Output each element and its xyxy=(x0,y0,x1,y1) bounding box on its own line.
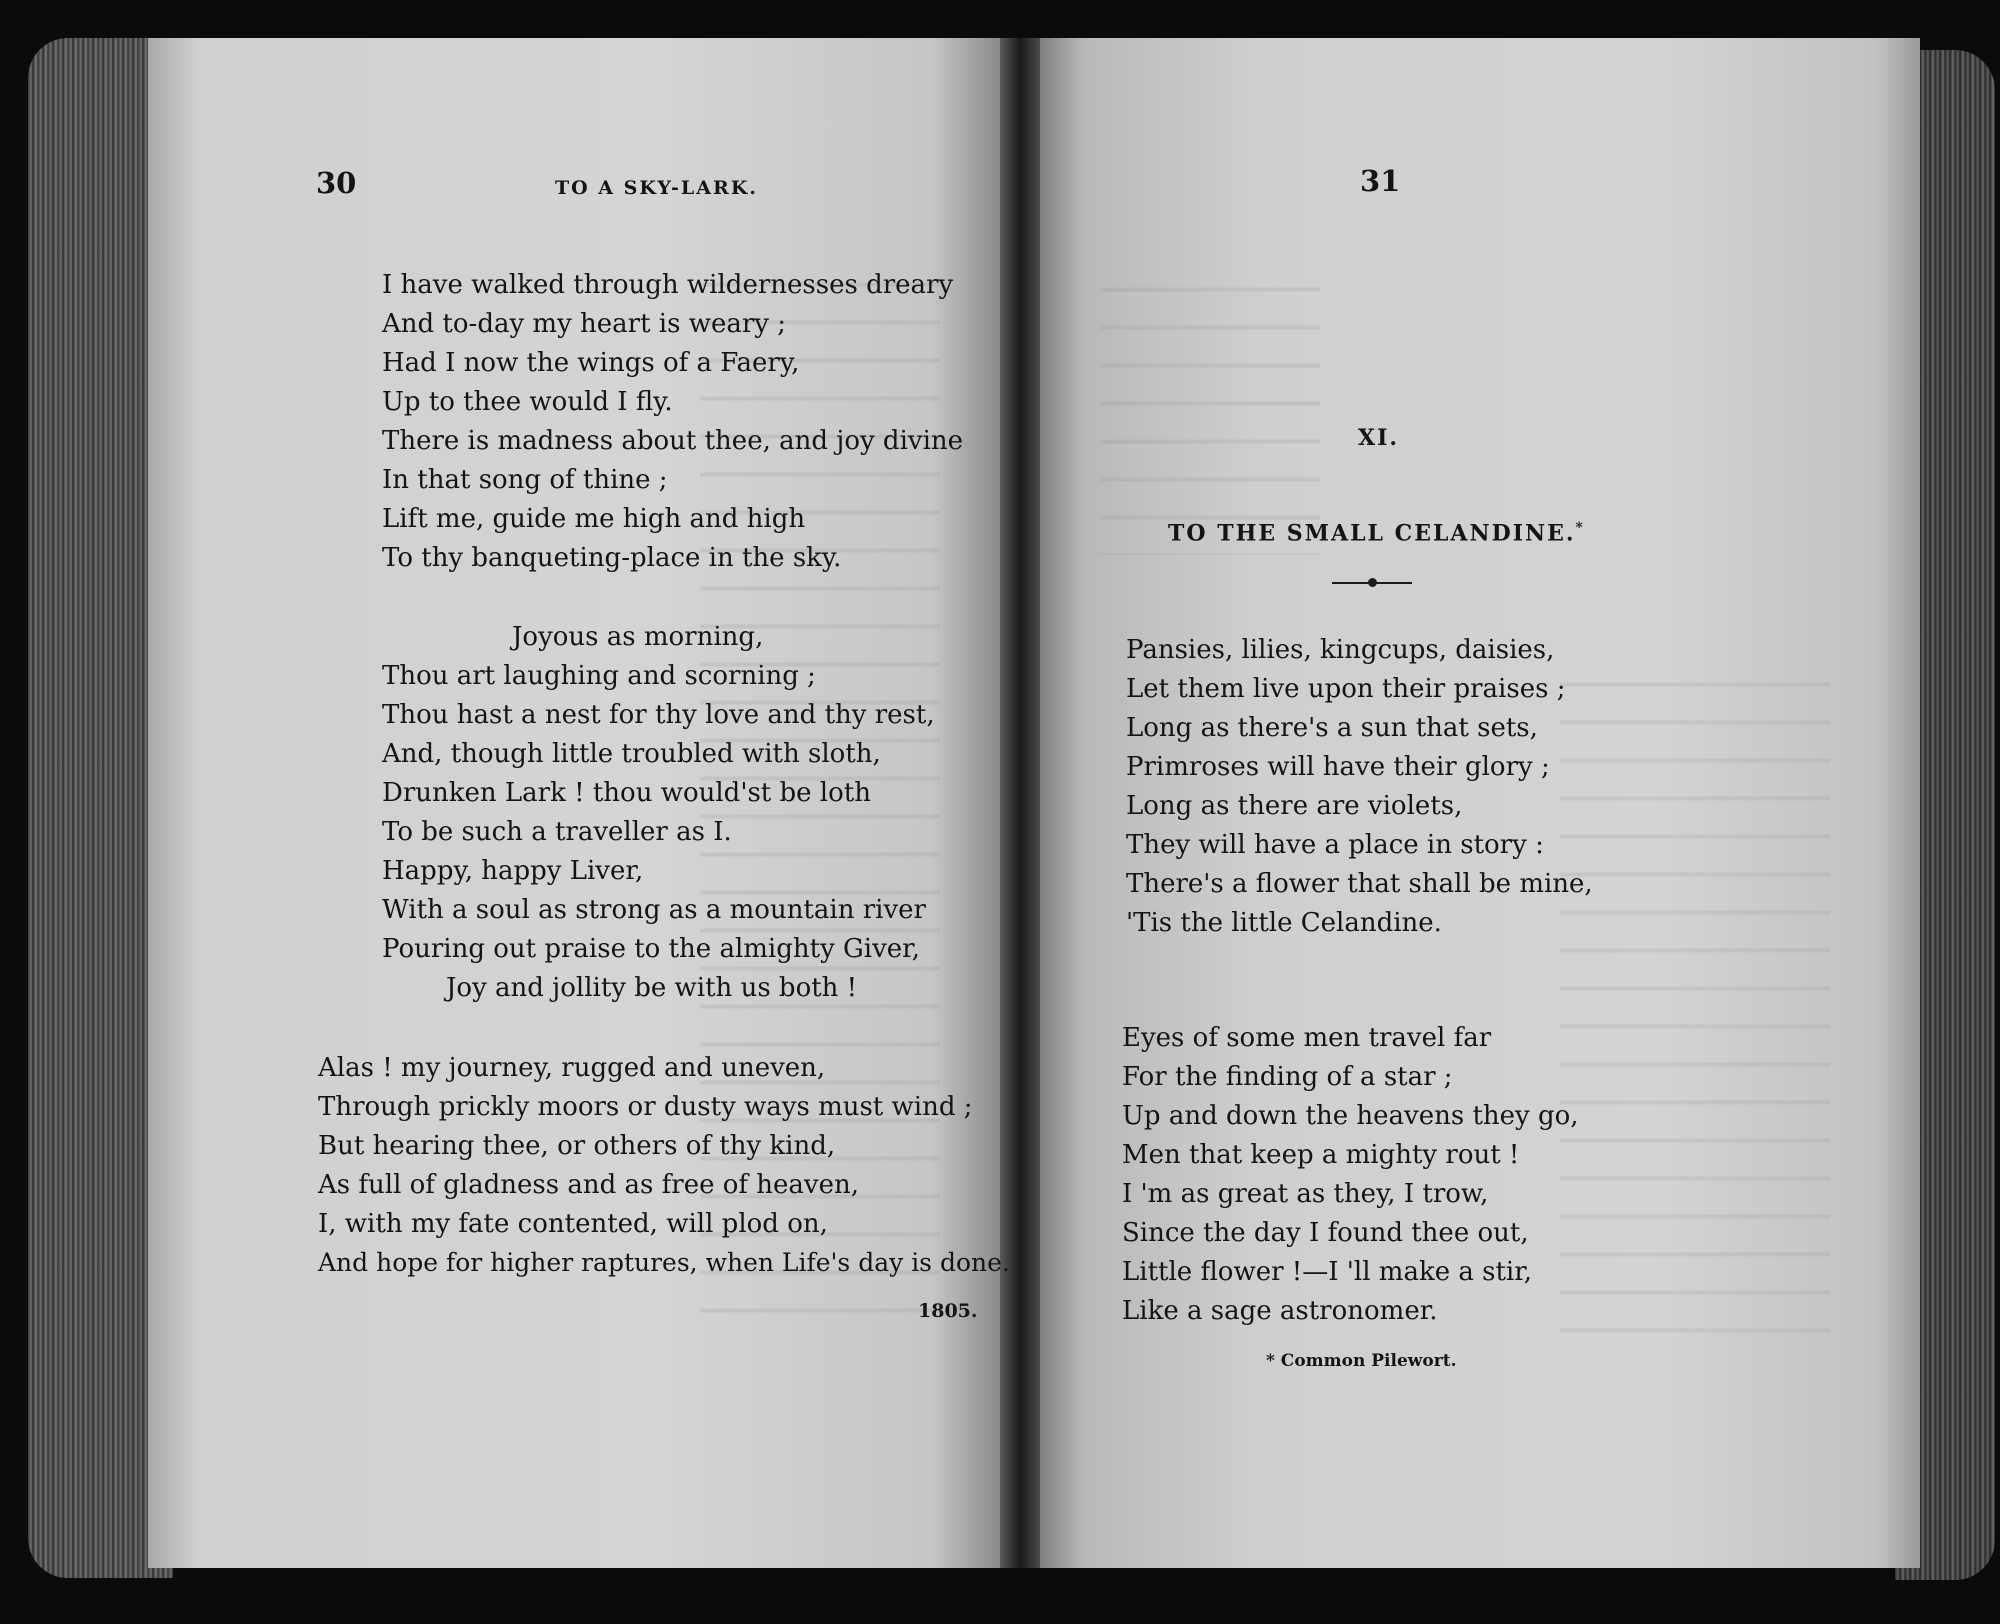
footnote: * Common Pilewort. xyxy=(1266,1351,1457,1371)
verse-line: Let them live upon their praises ; xyxy=(1126,674,1566,704)
verse-line: I 'm as great as they, I trow, xyxy=(1122,1179,1489,1209)
verse-line: And to-day my heart is weary ; xyxy=(382,309,787,339)
verse-line: I, with my fate contented, will plod on, xyxy=(318,1209,828,1239)
bleed-through-right xyxy=(1100,265,1320,555)
verse-line: Pansies, lilies, kingcups, daisies, xyxy=(1126,635,1555,665)
verse-line: There's a flower that shall be mine, xyxy=(1126,869,1593,899)
verse-line: Eyes of some men travel far xyxy=(1122,1023,1492,1053)
verse-line: Little flower !—I 'll make a stir, xyxy=(1122,1257,1533,1287)
verse-line: Primroses will have their glory ; xyxy=(1126,752,1550,782)
verse-line: Long as there are violets, xyxy=(1126,791,1463,821)
verse-line: They will have a place in story : xyxy=(1126,830,1544,860)
poem-date: 1805. xyxy=(918,1300,978,1322)
book-gutter xyxy=(1000,38,1040,1568)
verse-line: Thou hast a nest for thy love and thy rest, xyxy=(382,700,935,730)
verse-line: For the finding of a star ; xyxy=(1122,1062,1453,1092)
title-rule-ornament xyxy=(1368,578,1377,587)
page-number-left: 30 xyxy=(316,166,357,200)
verse-line: Drunken Lark ! thou would'st be loth xyxy=(382,778,871,808)
verse-line: Happy, happy Liver, xyxy=(382,856,644,886)
verse-line: In that song of thine ; xyxy=(382,465,668,495)
bleed-through-right-lower xyxy=(1560,660,1830,1360)
verse-line: Like a sage astronomer. xyxy=(1122,1296,1438,1326)
verse-line: As full of gladness and as free of heaven, xyxy=(318,1170,859,1200)
poem-title-text: TO THE SMALL CELANDINE. xyxy=(1168,520,1576,547)
verse-line: There is madness about thee, and joy divine xyxy=(382,426,964,456)
verse-line: Had I now the wings of a Faery, xyxy=(382,348,800,378)
verse-line: Up and down the heavens they go, xyxy=(1122,1101,1579,1131)
verse-line: And, though little troubled with sloth, xyxy=(382,739,881,769)
section-number: XI. xyxy=(1358,425,1400,451)
verse-line: And hope for higher raptures, when Life's day is done. xyxy=(318,1248,1010,1277)
verse-line: Up to thee would I fly. xyxy=(382,387,673,417)
verse-line: Joy and jollity be with us both ! xyxy=(446,973,858,1003)
running-head: TO A SKY-LARK. xyxy=(555,177,758,199)
page-number-right: 31 xyxy=(1360,164,1401,198)
verse-line: Pouring out praise to the almighty Giver, xyxy=(382,934,921,964)
verse-line: Joyous as morning, xyxy=(512,622,764,652)
verse-line: Since the day I found thee out, xyxy=(1122,1218,1529,1248)
poem-title xyxy=(1168,515,1585,546)
title-footnote-mark: * xyxy=(1575,520,1585,536)
verse-line: Through prickly moors or dusty ways must wind ; xyxy=(318,1092,973,1122)
verse-line: To thy banqueting-place in the sky. xyxy=(382,543,842,573)
verse-line: Men that keep a mighty rout ! xyxy=(1122,1140,1520,1170)
verse-line: Alas ! my journey, rugged and uneven, xyxy=(318,1053,826,1083)
verse-line: Thou art laughing and scorning ; xyxy=(382,661,816,691)
verse-line: 'Tis the little Celandine. xyxy=(1126,908,1442,938)
verse-line: To be such a traveller as I. xyxy=(382,817,732,847)
verse-line: Lift me, guide me high and high xyxy=(382,504,806,534)
verse-line: Long as there's a sun that sets, xyxy=(1126,713,1538,743)
verse-line: But hearing thee, or others of thy kind, xyxy=(318,1131,836,1161)
verse-line: I have walked through wildernesses dreary xyxy=(382,270,954,300)
verse-line: With a soul as strong as a mountain river xyxy=(382,895,926,925)
